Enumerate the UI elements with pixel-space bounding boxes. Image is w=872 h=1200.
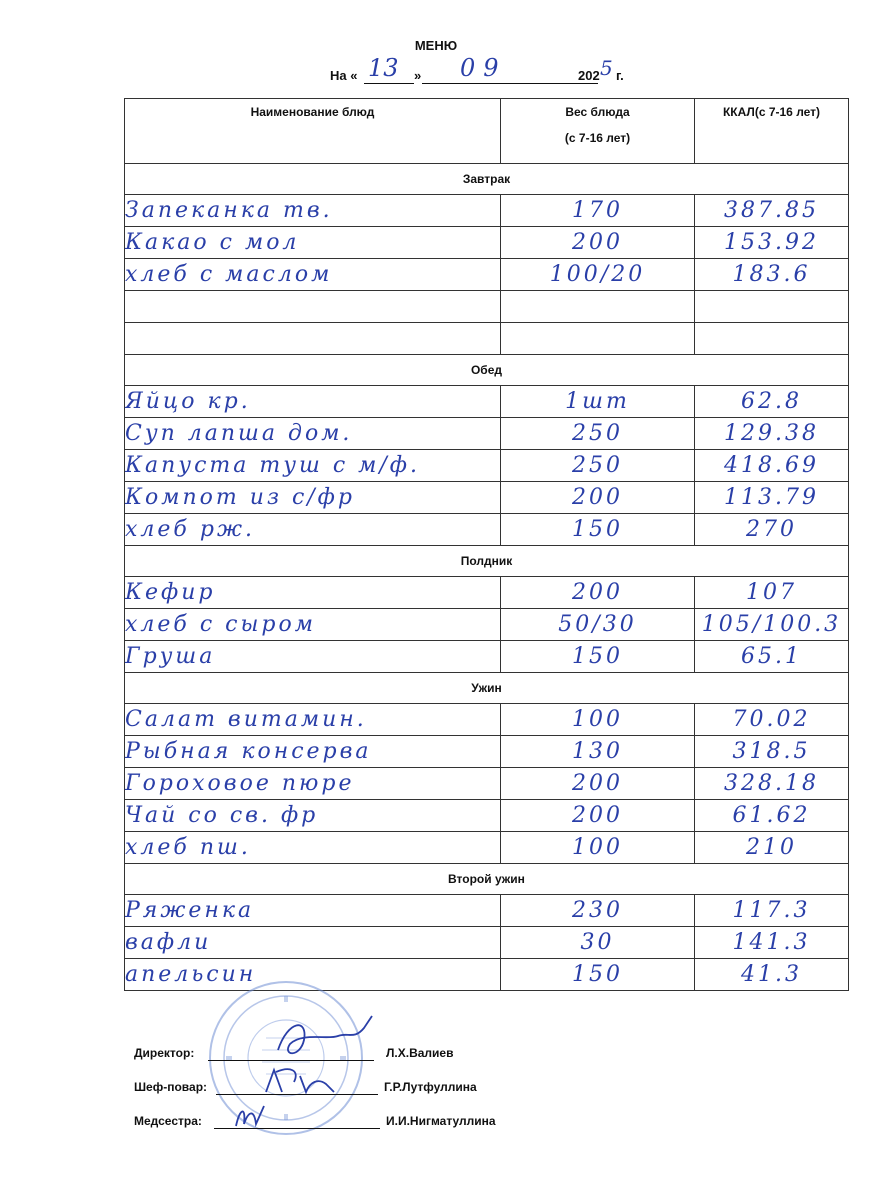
date-year-digit: 5 xyxy=(600,56,613,80)
menu-body xyxy=(125,164,849,991)
dish-name-cell: хлеб с маслом xyxy=(125,259,501,291)
day-underline xyxy=(364,82,414,84)
dish-kcal-cell: 105/100.3 xyxy=(695,609,849,641)
dish-name-cell: Ряженка xyxy=(125,895,501,927)
dish-weight-cell: 250 xyxy=(501,418,695,450)
dish-kcal-cell: 328.18 xyxy=(695,768,849,800)
table-row xyxy=(125,323,849,355)
dish-weight-cell: 230 xyxy=(501,895,695,927)
table-row xyxy=(125,195,849,227)
dish-weight-cell: 30 xyxy=(501,927,695,959)
dish-kcal-cell: 65.1 xyxy=(695,641,849,673)
dish-weight-cell: 130 xyxy=(501,736,695,768)
dish-weight-cell: 100/20 xyxy=(501,259,695,291)
dish-weight-cell: 200 xyxy=(501,227,695,259)
date-year-suffix: г. xyxy=(616,68,624,83)
dish-name-cell: Груша xyxy=(125,641,501,673)
dish-weight-cell: 200 xyxy=(501,768,695,800)
dish-weight-cell xyxy=(501,291,695,323)
dish-weight-cell: 170 xyxy=(501,195,695,227)
table-row xyxy=(125,291,849,323)
dish-kcal-cell: 153.92 xyxy=(695,227,849,259)
table-row xyxy=(125,418,849,450)
header-weight-line1: Вес блюда xyxy=(565,105,630,119)
dish-name-cell: Гороховое пюре xyxy=(125,768,501,800)
name-director: Л.Х.Валиев xyxy=(386,1046,454,1060)
dish-kcal-cell: 117.3 xyxy=(695,895,849,927)
header-kcal: ККАЛ(с 7-16 лет) xyxy=(695,99,849,164)
dish-kcal-cell xyxy=(695,291,849,323)
table-row xyxy=(125,482,849,514)
dish-weight-cell: 150 xyxy=(501,514,695,546)
dish-kcal-cell xyxy=(695,323,849,355)
nurse-signature-mark xyxy=(232,1098,272,1134)
dish-kcal-cell: 141.3 xyxy=(695,927,849,959)
dish-weight-cell: 250 xyxy=(501,450,695,482)
table-row xyxy=(125,736,849,768)
table-header-row xyxy=(125,99,849,164)
dish-kcal-cell: 41.3 xyxy=(695,959,849,991)
dish-weight-cell: 200 xyxy=(501,800,695,832)
dish-name-cell: апельсин xyxy=(125,959,501,991)
month-underline xyxy=(422,82,598,84)
dish-name-cell: вафли xyxy=(125,927,501,959)
dish-kcal-cell: 387.85 xyxy=(695,195,849,227)
section-title: Второй ужин xyxy=(125,864,849,895)
header-weight-line2: (с 7-16 лет) xyxy=(564,131,631,145)
section-title: Ужин xyxy=(125,673,849,704)
dish-name-cell: хлеб с сыром xyxy=(125,609,501,641)
table-row xyxy=(125,641,849,673)
dish-kcal-cell: 61.62 xyxy=(695,800,849,832)
date-month: 09 xyxy=(460,54,507,82)
table-row xyxy=(125,832,849,864)
dish-kcal-cell: 270 xyxy=(695,514,849,546)
dish-kcal-cell: 129.38 xyxy=(695,418,849,450)
dish-name-cell: Салат витамин. xyxy=(125,704,501,736)
table-row xyxy=(125,895,849,927)
table-row xyxy=(125,577,849,609)
dish-weight-cell: 150 xyxy=(501,959,695,991)
header-dish-name: Наименование блюд xyxy=(125,99,501,164)
header-weight xyxy=(501,99,695,164)
dish-name-cell: хлеб рж. xyxy=(125,514,501,546)
dish-name-cell: Яйцо кр. xyxy=(125,386,501,418)
dish-name-cell: хлеб пш. xyxy=(125,832,501,864)
date-mid: » xyxy=(414,68,422,83)
dish-kcal-cell: 62.8 xyxy=(695,386,849,418)
dish-name-cell xyxy=(125,291,501,323)
dish-kcal-cell: 70.02 xyxy=(695,704,849,736)
chef-signature-mark xyxy=(260,1062,340,1102)
section-row xyxy=(125,164,849,195)
dish-kcal-cell: 183.6 xyxy=(695,259,849,291)
dish-kcal-cell: 210 xyxy=(695,832,849,864)
table-row xyxy=(125,514,849,546)
section-title: Полдник xyxy=(125,546,849,577)
table-row xyxy=(125,609,849,641)
dish-name-cell xyxy=(125,323,501,355)
section-row xyxy=(125,864,849,895)
signature-director xyxy=(134,1046,834,1066)
section-title: Завтрак xyxy=(125,164,849,195)
signature-chef xyxy=(134,1080,834,1100)
section-row xyxy=(125,355,849,386)
date-prefix: На « xyxy=(330,68,358,83)
dish-name-cell: Суп лапша дом. xyxy=(125,418,501,450)
dish-kcal-cell: 113.79 xyxy=(695,482,849,514)
section-row xyxy=(125,546,849,577)
table-row xyxy=(125,450,849,482)
dish-weight-cell: 100 xyxy=(501,704,695,736)
dish-name-cell: Рыбная консерва xyxy=(125,736,501,768)
dish-weight-cell: 200 xyxy=(501,482,695,514)
table-row xyxy=(125,386,849,418)
table-row xyxy=(125,704,849,736)
date-year-prefix: 202 xyxy=(578,68,600,83)
menu-table xyxy=(124,98,849,991)
dish-kcal-cell: 107 xyxy=(695,577,849,609)
role-nurse: Медсестра: xyxy=(134,1114,202,1128)
section-row xyxy=(125,673,849,704)
dish-name-cell: Капуста туш с м/ф. xyxy=(125,450,501,482)
dish-name-cell: Какао с мол xyxy=(125,227,501,259)
dish-weight-cell: 200 xyxy=(501,577,695,609)
date-day: 13 xyxy=(368,54,399,82)
role-director: Директор: xyxy=(134,1046,195,1060)
dish-weight-cell: 50/30 xyxy=(501,609,695,641)
dish-weight-cell: 1шт xyxy=(501,386,695,418)
table-row xyxy=(125,768,849,800)
dish-weight-cell: 100 xyxy=(501,832,695,864)
dish-name-cell: Чай со св. фр xyxy=(125,800,501,832)
table-row xyxy=(125,800,849,832)
table-row xyxy=(125,259,849,291)
table-row xyxy=(125,227,849,259)
table-row xyxy=(125,927,849,959)
menu-title: МЕНЮ xyxy=(414,38,458,53)
dish-weight-cell xyxy=(501,323,695,355)
dish-kcal-cell: 418.69 xyxy=(695,450,849,482)
dish-name-cell: Кефир xyxy=(125,577,501,609)
name-nurse: И.И.Нигматуллина xyxy=(386,1114,496,1128)
dish-name-cell: Запеканка тв. xyxy=(125,195,501,227)
director-signature-mark xyxy=(268,1010,378,1066)
name-chef: Г.Р.Лутфуллина xyxy=(384,1080,477,1094)
dish-name-cell: Компот из с/фр xyxy=(125,482,501,514)
dish-kcal-cell: 318.5 xyxy=(695,736,849,768)
dish-weight-cell: 150 xyxy=(501,641,695,673)
section-title: Обед xyxy=(125,355,849,386)
role-chef: Шеф-повар: xyxy=(134,1080,208,1094)
